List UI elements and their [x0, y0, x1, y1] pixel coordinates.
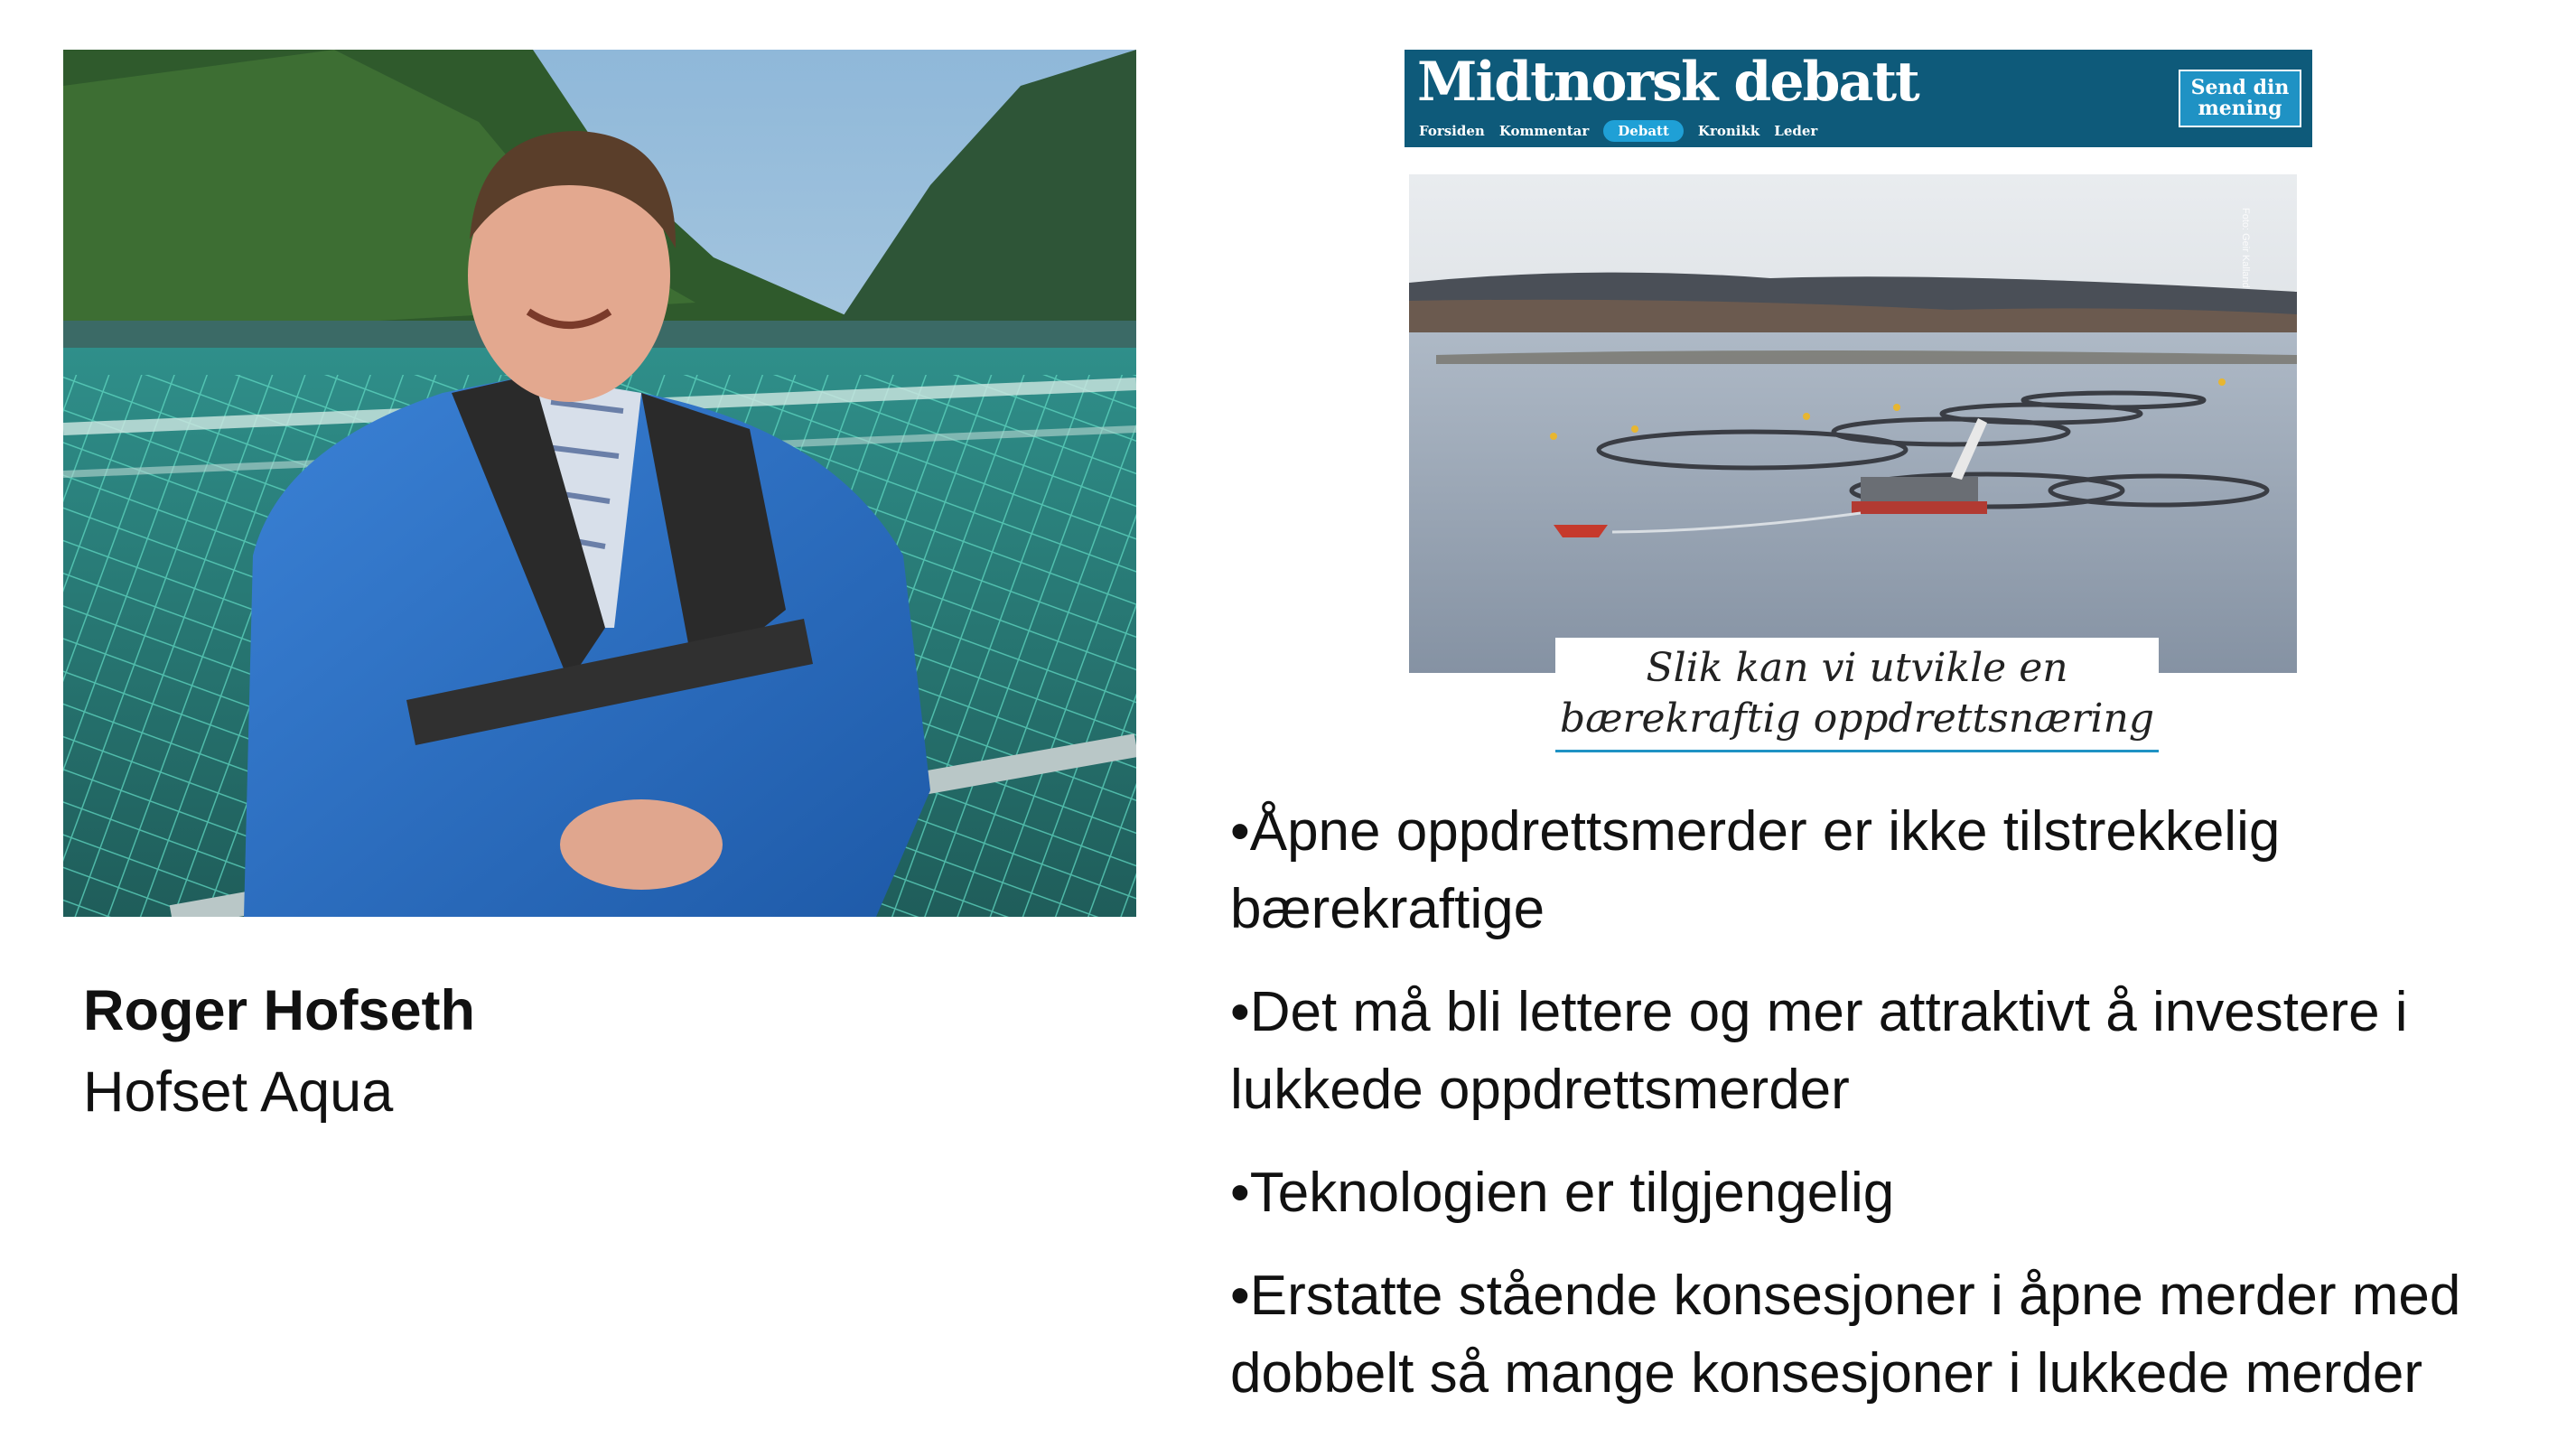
article-headline: [1555, 643, 2159, 744]
newspaper-masthead: [1405, 50, 2312, 147]
photo-credit: Foto: Geir Kalland: [2240, 208, 2251, 288]
nav-item-forsiden[interactable]: Forsiden: [1419, 123, 1485, 139]
person-organization: Hofset Aqua: [83, 1060, 394, 1124]
headline-underline: [1555, 750, 2159, 752]
portrait-photo: [63, 50, 1136, 917]
bullet-list: [1230, 793, 2567, 1438]
headline-line-1: Slik kan vi utvikle en: [1646, 645, 2068, 691]
nav-item-debatt[interactable]: Debatt: [1603, 120, 1684, 142]
person-name: Roger Hofseth: [83, 979, 476, 1042]
bullet-item: • Erstatte stående konsesjoner i åpne merder med dobbelt så mange konsesjoner i lukkede merder: [1230, 1257, 2567, 1413]
send-button-line2: mening: [2198, 97, 2282, 120]
masthead-title: Midtnorsk debatt: [1417, 51, 1918, 114]
bullet-item: • Det må bli lettere og mer attraktivt å investere i lukkede oppdrettsmerder: [1230, 974, 2567, 1129]
fish-farm-photo: [1409, 174, 2297, 673]
send-opinion-button[interactable]: [2179, 70, 2301, 127]
headline-line-2: bærekraftig oppdrettsnæring: [1559, 696, 2155, 742]
nav-item-kommentar[interactable]: Kommentar: [1498, 123, 1590, 139]
bullet-item: • Åpne oppdrettsmerder er ikke tilstrekkelig bærekraftige: [1230, 793, 2567, 948]
nav-item-kronikk[interactable]: Kronikk: [1697, 123, 1760, 139]
bullet-item: • Teknologien er tilgjengelig: [1230, 1154, 2567, 1232]
masthead-nav: [1419, 120, 1817, 142]
nav-item-leder[interactable]: Leder: [1774, 123, 1818, 139]
send-button-line1: Send din: [2190, 76, 2290, 99]
